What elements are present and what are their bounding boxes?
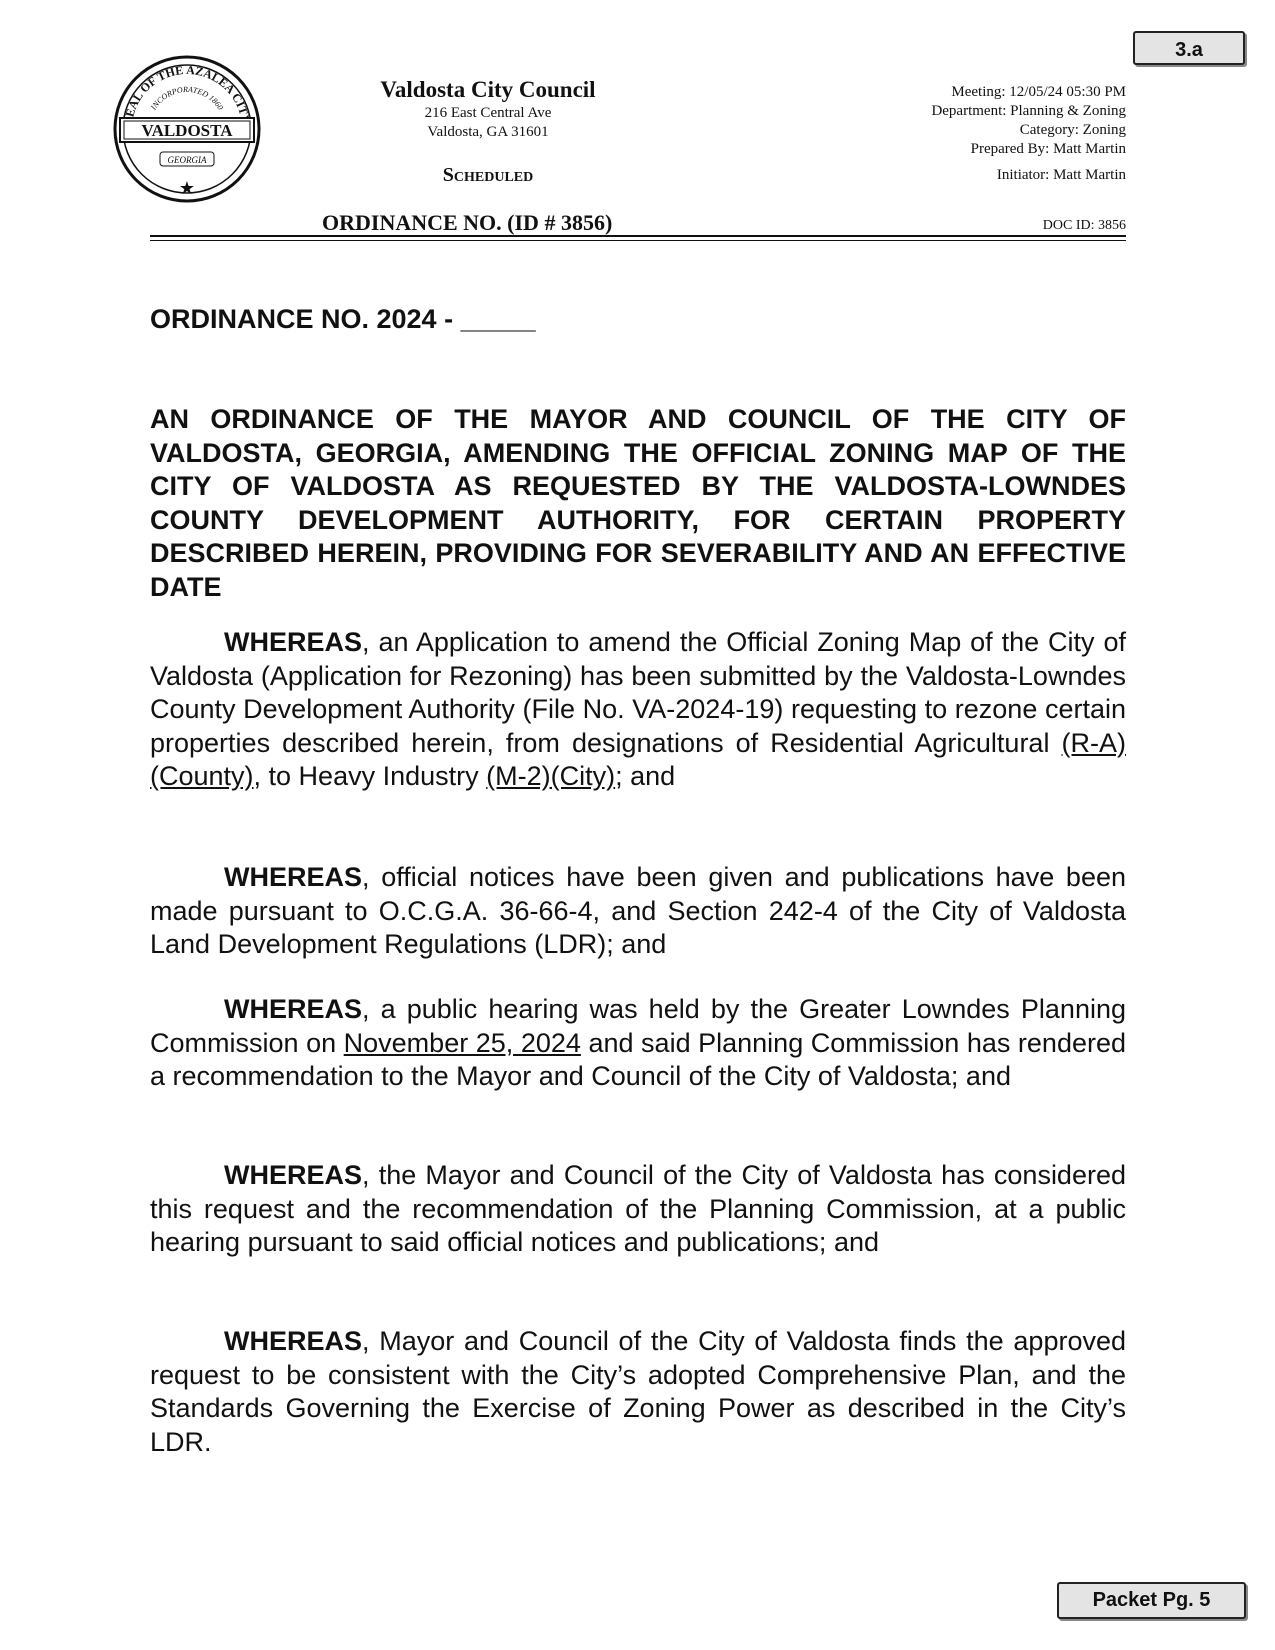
city-seal-logo [112,54,262,204]
ordinance-reference: ORDINANCE NO. (ID # 3856) [322,210,613,235]
ordinance-heading: AN ORDINANCE OF THE MAYOR AND COUNCIL OF THE CITY OF VALDOSTA, GEORGIA, AMENDING THE OFFICIAL ZONING MAP OF THE CITY OF VALDOSTA AS REQUESTED BY THE VALDOSTA-LOWNDES COUNTY DEVELOPMENT AUTHORITY, FOR CERTAIN PROPERTY DESCRIBED HEREIN, PROVIDING FOR SEVERABILITY AND AN EFFECTIVE DATE [150,404,1126,602]
svg-text:★: ★ [178,178,196,198]
section-badge: 3.a [1133,31,1245,65]
prepared-by: Prepared By: Matt Martin [970,141,1126,157]
svg-text:SEAL OF THE AZALEA CITY: EAL OF THE AZALEA CIT [122,62,251,119]
meeting-meta [931,83,1126,185]
meeting-date: Meeting: 12/05/24 05:30 PM [951,84,1126,100]
organization-name: Valdosta City Council [380,77,596,102]
whereas-label: WHEREAS [224,994,363,1024]
ordinance-title: ORDINANCE NO. 2024 - _____ [150,304,536,334]
organization-block [338,76,638,142]
whereas-paragraph-1: WHEREAS, an Application to amend the Official Zoning Map of the City of Valdosta (Application for Rezoning) has been submitted by the Valdosta-Lowndes County Development Authority (File No. VA-2024-19) requesting to rezone certain properties described herein, from designations of Residential Agricultural (R-A)(County), to Heavy Industry (M-2)(City); and [150,627,1126,791]
header-divider [150,235,1126,237]
whereas-label: WHEREAS [224,862,363,892]
status-label: Scheduled [442,164,534,186]
svg-text:VALDOSTA: VALDOSTA [141,121,233,140]
whereas-paragraph-2: WHEREAS, official notices have been given and publications have been made pursuant to O.C.G.A. 36-66-4, and Section 242-4 of the City of Valdosta Land Development Regulations (LDR); and [150,862,1126,959]
doc-id: DOC ID: 3856 [1042,218,1126,233]
whereas-paragraph-5: WHEREAS, Mayor and Council of the City of Valdosta finds the approved request to be consistent with the City’s adopted Comprehensive Plan, and the Standards Governing the Exercise of Zoning Power as described in the City’s LDR. [150,1326,1126,1457]
department: Department: Planning & Zoning [931,103,1126,119]
whereas-paragraph-4: WHEREAS, the Mayor and Council of the City of Valdosta has considered this request and the recommendation of the Planning Commission, at a public hearing pursuant to said official notices and publications; and [150,1160,1126,1257]
whereas-label: WHEREAS [224,627,363,657]
address-line-2: Valdosta, GA 31601 [427,124,549,140]
initiator: Initiator: Matt Martin [996,167,1126,183]
header-divider-thin [150,240,1126,241]
address-line-1: 216 East Central Ave [424,105,552,121]
whereas-paragraph-3: WHEREAS, a public hearing was held by the Greater Lowndes Planning Commission on November 25, 2024 and said Planning Commission has rendered a recommendation to the Mayor and Council of the City of Valdosta; and [150,994,1126,1091]
packet-page-badge: Packet Pg. 5 [1057,1582,1246,1619]
whereas-label: WHEREAS [224,1160,363,1190]
whereas-label: WHEREAS [224,1326,363,1356]
svg-text:GEORGIA: GEORGIA [167,155,207,165]
category: Category: Zoning [1019,122,1126,138]
svg-text:INCORPORATED 1860: INCORPORATED 1860 [149,84,225,112]
